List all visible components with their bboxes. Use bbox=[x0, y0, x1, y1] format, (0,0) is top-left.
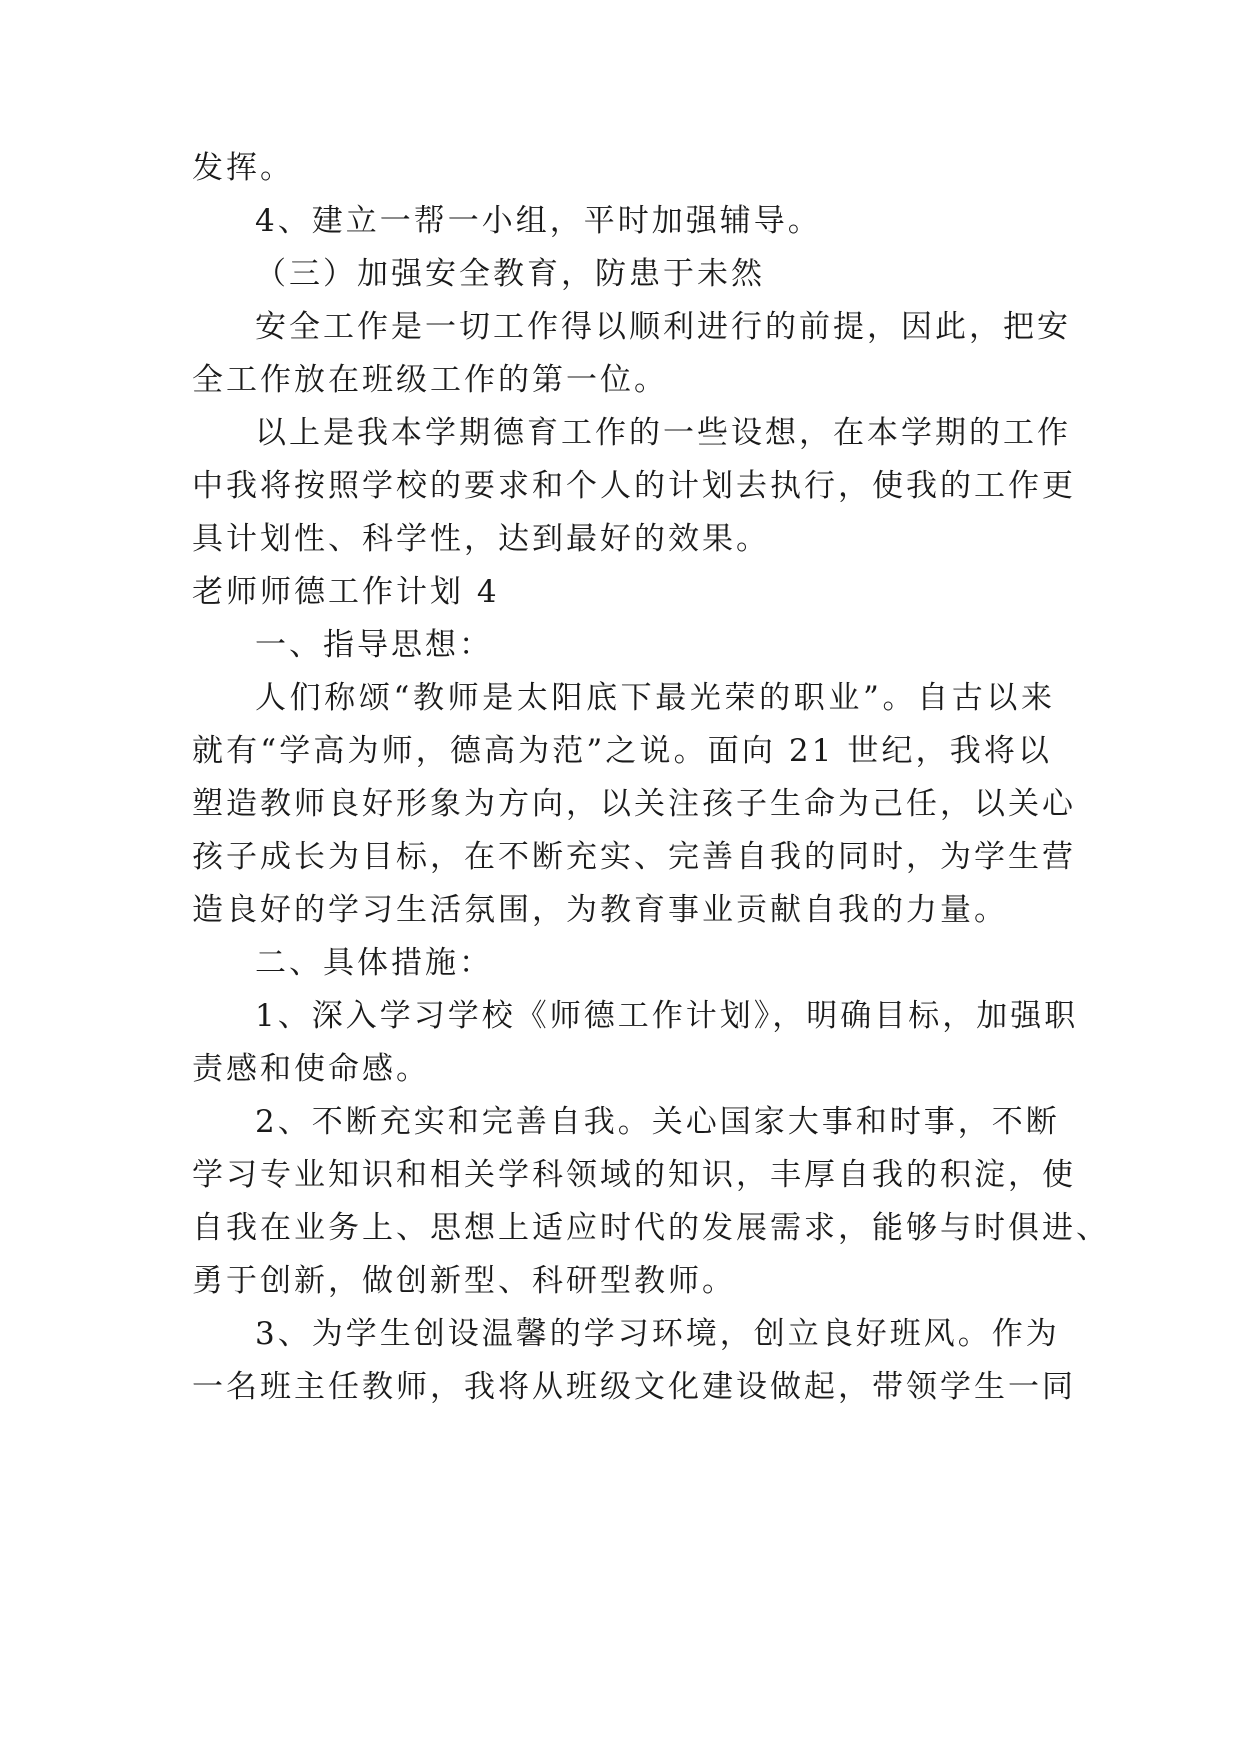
text-line: 具计划性、科学性，达到最好的效果。 bbox=[192, 521, 770, 557]
document-title: 老师师德工作计划 4 bbox=[192, 574, 500, 610]
text-line: 以上是我本学期德育工作的一些设想，在本学期的工作 bbox=[255, 415, 1071, 451]
text-line: 自我在业务上、思想上适应时代的发展需求，能够与时俱进、 bbox=[192, 1210, 1110, 1246]
section-heading: 一、指导思想： bbox=[255, 627, 493, 663]
text-line: 学习专业知识和相关学科领域的知识，丰厚自我的积淀，使 bbox=[192, 1157, 1076, 1193]
text-line: 2、不断充实和完善自我。关心国家大事和时事，不断 bbox=[255, 1104, 1060, 1140]
text-line: 3、为学生创设温馨的学习环境，创立良好班风。作为 bbox=[255, 1316, 1060, 1352]
text-line: 就有“学高为师，德高为范”之说。面向 21 世纪，我将以 bbox=[192, 733, 1052, 769]
text-line: 塑造教师良好形象为方向，以关注孩子生命为己任，以关心 bbox=[192, 786, 1076, 822]
text-line: 4、建立一帮一小组，平时加强辅导。 bbox=[255, 203, 822, 239]
text-line: 1、深入学习学校《师德工作计划》，明确目标，加强职 bbox=[255, 998, 1079, 1034]
text-line: 孩子成长为目标，在不断充实、完善自我的同时，为学生营 bbox=[192, 839, 1076, 875]
text-line: 一名班主任教师，我将从班级文化建设做起，带领学生一同 bbox=[192, 1369, 1076, 1405]
text-line: 全工作放在班级工作的第一位。 bbox=[192, 362, 668, 398]
section-heading: 二、具体措施： bbox=[255, 945, 493, 981]
text-line: 安全工作是一切工作得以顺利进行的前提，因此，把安 bbox=[255, 309, 1071, 345]
text-line: 发挥。 bbox=[192, 150, 294, 186]
text-line: 责感和使命感。 bbox=[192, 1051, 430, 1087]
text-line: 造良好的学习生活氛围，为教育事业贡献自我的力量。 bbox=[192, 892, 1008, 928]
section-heading: （三）加强安全教育，防患于未然 bbox=[255, 256, 765, 292]
text-line: 中我将按照学校的要求和个人的计划去执行，使我的工作更 bbox=[192, 468, 1076, 504]
text-line: 人们称颂“教师是太阳底下最光荣的职业”。自古以来 bbox=[255, 680, 1055, 716]
text-line: 勇于创新，做创新型、科研型教师。 bbox=[192, 1263, 736, 1299]
